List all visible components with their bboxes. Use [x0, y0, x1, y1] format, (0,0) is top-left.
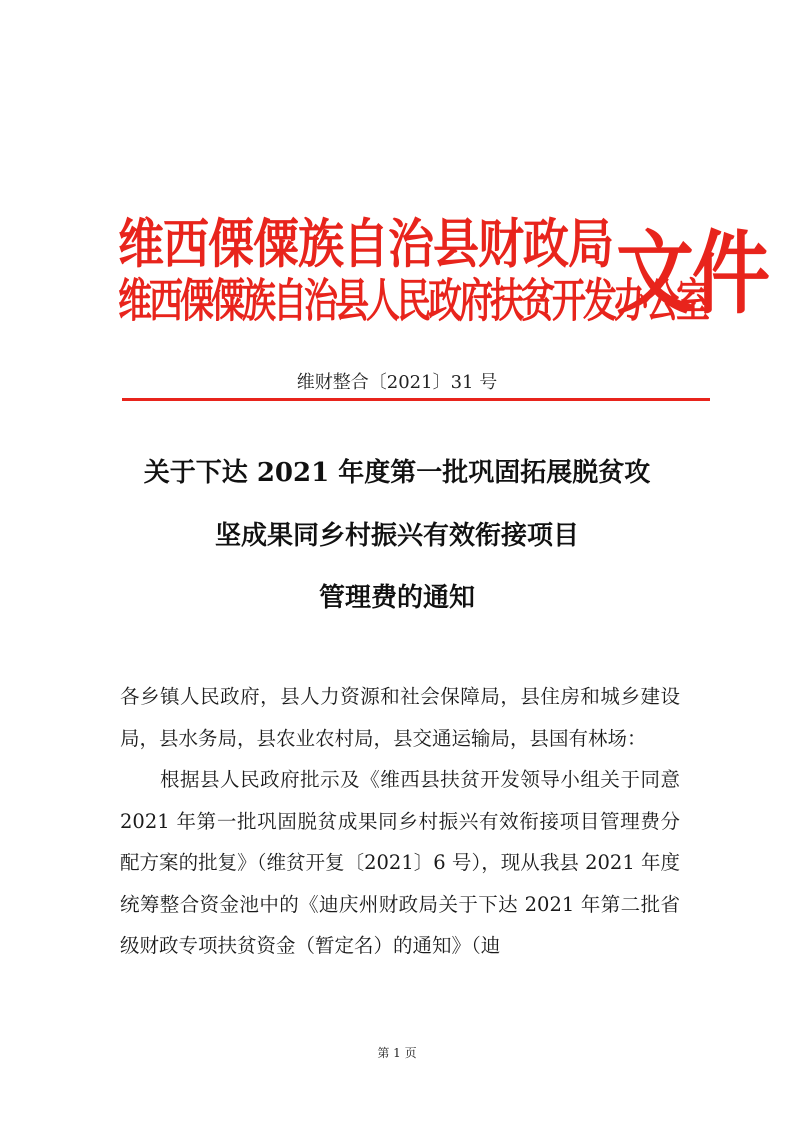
page-number: 第 1 页 [377, 1046, 417, 1060]
red-divider-line [122, 398, 710, 401]
addressees-paragraph: 各乡镇人民政府，县人力资源和社会保障局，县住房和城乡建设局，县水务局，县农业农村局，县交通运输局，县国有林场： [120, 685, 680, 750]
document-header [118, 200, 769, 330]
body-paragraph-1: 根据县人民政府批示及《维西县扶贫开发领导小组关于同意 2021 年第一批巩固脱贫成果同乡村振兴有效衔接项目管理费分配方案的批复》（维贫开复〔2021〕6 号），现从我县 2021 年度统筹整合资金池中的《迪庆州财政局关于下达 2021 年第二批省级财政专项扶贫资金（暂定名）的通知》（迪 [120, 768, 680, 957]
document-type-label: 文件 [616, 221, 769, 327]
title-line-3: 管理费的通知 [318, 583, 475, 613]
document-body [120, 676, 680, 967]
title-line-1: 关于下达 2021 年度第一批巩固拓展脱贫攻 [143, 458, 651, 488]
issuing-org-2: 维西傈僳族自治县人民政府扶贫开发办公室 [118, 274, 707, 329]
issuing-org-1: 维西傈僳族自治县财政局 [118, 212, 613, 275]
document-number: 维财整合〔2021〕31 号 [296, 372, 498, 393]
title-line-2: 坚成果同乡村振兴有效衔接项目 [214, 521, 579, 551]
